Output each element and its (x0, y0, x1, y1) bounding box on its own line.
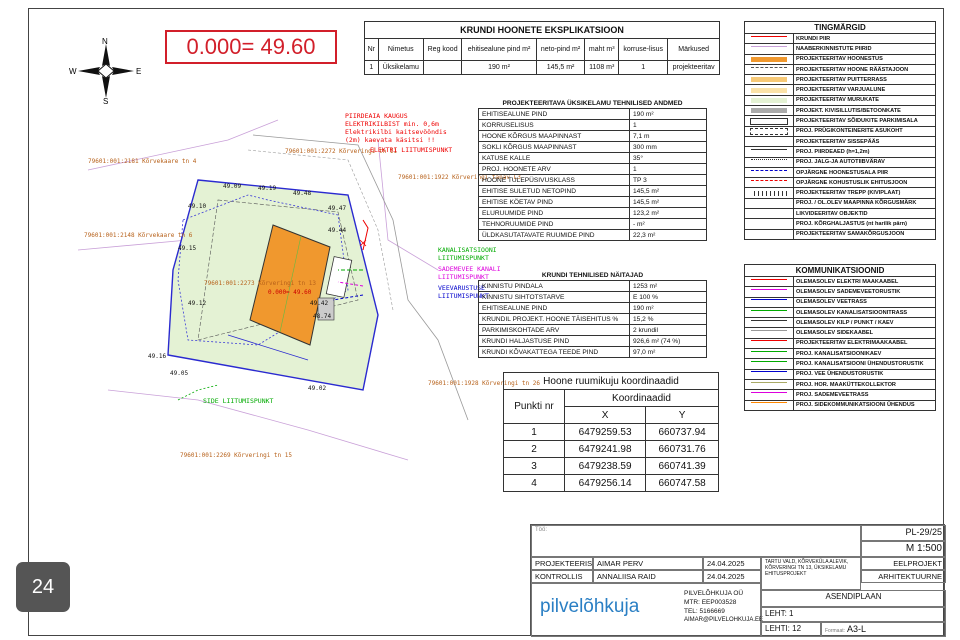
legend-row (745, 126, 936, 136)
legend-symbol (745, 64, 794, 74)
legend-row (745, 229, 936, 239)
plot-value: 15,2 % (630, 314, 707, 325)
coord-cell: 1 (504, 424, 565, 441)
expl-h5: maht m³ (585, 39, 619, 61)
legend-label: PROJEKTEERITAV SAMAKÕRGUSJOON (794, 229, 936, 239)
legend-row (745, 209, 936, 219)
legend-label: OLEMASOLEV SIDEKAABEL (794, 328, 936, 338)
legend-label: OLEMASOLEV KANALISATSIOONITRASS (794, 307, 936, 317)
legend-symbol (745, 147, 794, 157)
tech-label: EHITISEALUNE PIND (479, 109, 630, 120)
legend-label: PROJEKTEERITAV MURUKATE (794, 95, 936, 105)
project-number: PL-29/25 (861, 525, 946, 541)
coord-cell: 6479259.53 (565, 424, 646, 441)
legend-row (745, 297, 936, 307)
sheet-label: LEHT: (765, 609, 787, 618)
plot-value: 1253 m² (630, 281, 707, 292)
plot-row (479, 314, 707, 325)
drawing-title: ASENDIPLAAN (761, 590, 946, 607)
expl-c2 (423, 61, 461, 75)
company-block (531, 583, 764, 637)
tech-row (479, 175, 707, 186)
compass-n: N (102, 37, 108, 46)
cable-note: Elektrikilbi kaitsevööndis (2m) kaevata käsitsi !! (345, 128, 447, 144)
legend-label: PROJEKTEERITAV HOONE RÄÄSTAJOON (794, 64, 936, 74)
legend-row (745, 287, 936, 297)
tech-row (479, 230, 707, 241)
role-designed: PROJEKTEERIS (531, 557, 593, 570)
legend-symbol (745, 44, 794, 54)
plot-label: KINNISTU PINDALA (479, 281, 630, 292)
sheets-label: LEHTI: (765, 624, 790, 633)
format-value: A3-L (847, 624, 867, 634)
fence-note: PIIRDEAIA KAUGUS ELEKTRIKILBIST min. 0,6m (345, 112, 439, 128)
legend-label: NAABERKINNISTUTE PIIRID (794, 44, 936, 54)
tech-value: 35° (630, 153, 707, 164)
legend-symbol (745, 106, 794, 116)
company-email: AIMAR@PILVELOHKUJA.EE (684, 617, 764, 623)
legend-row (745, 75, 936, 85)
compass-w: W (69, 67, 77, 76)
company-phone: TEL: 5166669 (684, 608, 725, 615)
legend-row (745, 188, 936, 198)
elev-3: 49.15 (178, 245, 197, 252)
tech-value: TP 3 (630, 175, 707, 186)
neighbour-3: 79601:001:2272 Kõrveringi tn 11 (285, 148, 397, 155)
plot-row (479, 347, 707, 358)
tech-value: 145,5 m² (630, 186, 707, 197)
sheets-row (761, 622, 821, 637)
legend-table (744, 21, 936, 240)
legend-label: OLEMASOLEV SADEMEVEETORUSTIK (794, 287, 936, 297)
tech-row (479, 142, 707, 153)
legend-label: LIKVIDEERITAV OBJEKTID (794, 209, 936, 219)
scale: M 1:500 (861, 541, 946, 557)
plot-tech-table (478, 270, 707, 358)
tech-row (479, 164, 707, 175)
legend-label: PROJ. PIIRDEAED (h=1,2m) (794, 147, 936, 157)
plot-label: KRUNDI HALJASTUSE PIND (479, 336, 630, 347)
elev-8: 49.12 (188, 300, 207, 307)
elev-11: 49.42 (310, 300, 329, 307)
legend-label: PROJ. HOR. MAAKÜTTEKOLLEKTOR (794, 379, 936, 389)
legend-symbol (745, 34, 794, 44)
tech-row (479, 109, 707, 120)
comm-title: KOMMUNIKATSIOONID (745, 265, 936, 277)
expl-h0: Nr (365, 39, 379, 61)
legend-label: PROJEKTEERITAV PUITTERRASS (794, 75, 936, 85)
plot-row (479, 292, 707, 303)
tech-value: 145,5 m² (630, 197, 707, 208)
plot-label: KRUNDIL PROJEKT. HOONE TÄISEHITUS % (479, 314, 630, 325)
legend-row (745, 318, 936, 328)
legend-symbol (745, 75, 794, 85)
plot-value: 97,0 m² (630, 347, 707, 358)
elev-12: 48.74 (313, 313, 332, 320)
coord-x-header: X (565, 407, 646, 424)
coord-cell: 6479241.98 (565, 441, 646, 458)
legend-symbol (745, 349, 794, 359)
legend-row (745, 338, 936, 348)
expl-c3: 190 m² (462, 61, 536, 75)
expl-h6: korruse-lisus (619, 39, 668, 61)
role-checked: KONTROLLIS (531, 570, 593, 583)
legend-label: PROJEKTEERITAV VARJUALUNE (794, 85, 936, 95)
tech-value: 22,3 m² (630, 230, 707, 241)
compass-e: E (136, 67, 142, 76)
plot-title: KRUNDI TEHNILISED NÄITAJAD (541, 271, 644, 279)
legend-symbol (745, 379, 794, 389)
plot-label: EHITISEALUNE PIND (479, 303, 630, 314)
tech-label: EHITISE SULETUD NETOPIND (479, 186, 630, 197)
neighbour-7: 79601:001:2269 Kõrveringi tn 15 (180, 452, 292, 459)
legend-label: OLEMASOLEV VEETRASS (794, 297, 936, 307)
expl-c5: 1108 m³ (585, 61, 619, 75)
plot-value: 926,6 m² (74 %) (630, 336, 707, 347)
legend-symbol (745, 85, 794, 95)
tech-label: HOONE KÕRGUS MAAPINNAST (479, 131, 630, 142)
legend-symbol (745, 157, 794, 167)
legend-label: OPJÄRGNE KOHUSTUSLIK EHITUSJOON (794, 178, 936, 188)
legend-symbol (745, 198, 794, 208)
tech-value: 1 (630, 164, 707, 175)
tech-label: SOKLI KÕRGUS MAAPINNAST (479, 142, 630, 153)
company-mtr: MTR: EEP003528 (684, 599, 737, 606)
tech-row (479, 197, 707, 208)
tech-row (479, 131, 707, 142)
legend-symbol (745, 400, 794, 410)
expl-h2: Reg kood (423, 39, 461, 61)
expl-c4: 145,5 m² (536, 61, 585, 75)
legend-row (745, 54, 936, 64)
expl-c7: projekteeritav (668, 61, 720, 75)
legend-row (745, 178, 936, 188)
legend-row (745, 198, 936, 208)
tech-label: PROJ. HOONETE ARV (479, 164, 630, 175)
legend-label: KRUNDI PIIR (794, 34, 936, 44)
expl-h7: Märkused (668, 39, 720, 61)
tech-label: KORRUSELISUS (479, 120, 630, 131)
building-tech-table (478, 98, 707, 241)
legend-label: PROJEKTEERITAV SISSEPÄÄS (794, 136, 936, 146)
tech-title: PROJEKTEERITAVA ÜKSIKELAMU TEHNILISED ANDMED (502, 99, 683, 107)
company-name: PILVELÕHKUJA OÜ (684, 590, 744, 597)
legend-symbol (745, 369, 794, 379)
legend-row (745, 116, 936, 126)
power-connection: ELEKTRI LIITUMISPUNKT (370, 146, 453, 154)
neighbour-5: 79601:001:2273 Kõrveringi tn 13 (204, 280, 316, 287)
legend-label: OLEMASOLEV KILP / PUNKT / KAEV (794, 318, 936, 328)
legend-symbol (745, 219, 794, 229)
elev-5: 49.48 (293, 190, 312, 197)
tech-value: 1 (630, 120, 707, 131)
coordinates-table (503, 372, 719, 492)
legend-row (745, 34, 936, 44)
legend-symbol (745, 136, 794, 146)
coord-cell: 660741.39 (646, 458, 719, 475)
legend-symbol (745, 167, 794, 177)
coord-cell: 6479238.59 (565, 458, 646, 475)
legend-label: PROJEKT. KIVISILLUTIS/BETOONKATE (794, 106, 936, 116)
plot-value: 190 m² (630, 303, 707, 314)
object-description: TARTU VALD, KÕRVEKÜLA ALEVIK, KÕRVERINGI TN 13, ÜKSIKELAMU EHITUSPROJEKT (761, 557, 861, 590)
legend-symbol (745, 297, 794, 307)
site-plan (78, 100, 498, 480)
tech-row (479, 219, 707, 230)
legend-label: PROJ. VEE ÜHENDUSTORUSTIK (794, 369, 936, 379)
format-row (821, 622, 946, 637)
tech-label: HOONE TULEPÜSIVUSKLASS (479, 175, 630, 186)
elev-10: 49.05 (170, 370, 189, 377)
elev-2: 49.19 (258, 185, 277, 192)
telecom-connection: SIDE LIITUMISPUNKT (203, 397, 274, 405)
tech-value: 190 m² (630, 109, 707, 120)
legend-symbol (745, 116, 794, 126)
tech-row (479, 120, 707, 131)
tech-value: 123,2 m² (630, 208, 707, 219)
neighbour-6: 79601:001:1928 Kõrveringi tn 26 (428, 380, 540, 387)
legend-symbol (745, 390, 794, 400)
legend-title: TINGMÄRGID (745, 22, 936, 34)
legend-label: PROJEKTEERITAV SÕIDUKITE PARKIMISALA (794, 116, 936, 126)
plot-row (479, 325, 707, 336)
designer-name: AIMAR PERV (593, 557, 703, 570)
tech-label: KATUSE KALLE (479, 153, 630, 164)
sewer-connection: KANALISATSIOONI LIITUMISPUNKT (438, 246, 497, 262)
sheet-row (761, 607, 946, 622)
elev-13: 49.02 (308, 385, 327, 392)
plot-label: KINNISTU SIHTOTSTARVE (479, 292, 630, 303)
tech-value: 7,1 m (630, 131, 707, 142)
legend-row (745, 136, 936, 146)
tech-value: 300 mm (630, 142, 707, 153)
coord-point-header: Punkti nr (504, 390, 565, 424)
tech-row (479, 153, 707, 164)
expl-c0: 1 (365, 61, 379, 75)
plot-row (479, 336, 707, 347)
compass-rose (70, 38, 150, 104)
tech-label: ELURUUMIDE PIND (479, 208, 630, 219)
coord-cell: 3 (504, 458, 565, 475)
legend-label: PROJ. JALG-JA AUTOTIIBVÄRAV (794, 157, 936, 167)
plot-row (479, 303, 707, 314)
legend-row (745, 219, 936, 229)
explication-title: KRUNDI HOONETE EKSPLIKATSIOON (365, 22, 720, 39)
checked-date: 24.04.2025 (703, 570, 761, 583)
legend-row (745, 147, 936, 157)
compass-s: S (103, 97, 109, 106)
plot-value: 2 krundil (630, 325, 707, 336)
tech-label: EHITISE KÖETAV PIND (479, 197, 630, 208)
legend-row (745, 64, 936, 74)
expl-h1: Nimetus (378, 39, 423, 61)
designed-date: 24.04.2025 (703, 557, 761, 570)
communications-legend (744, 264, 936, 411)
legend-symbol (745, 209, 794, 219)
plot-label: KRUNDI KÕVAKATTEGA TEEDE PIND (479, 347, 630, 358)
legend-label: PROJEKTEERITAV ELEKTRIMAAKAABEL (794, 338, 936, 348)
legend-row (745, 157, 936, 167)
legend-symbol (745, 318, 794, 328)
sheet-number: 1 (789, 609, 794, 618)
legend-label: PROJ. KANALISATSIOONI ÜHENDUSTORUSTIK (794, 359, 936, 369)
legend-label: PROJ. SIDEKOMMUNIKATSIOONI ÜHENDUS (794, 400, 936, 410)
height-marker: 0.000= 49.60 (165, 30, 337, 64)
company-logo: pilvelõhkuja (540, 596, 640, 617)
legend-label: PROJ. PRÜGIKONTEINERITE ASUKOHT (794, 126, 936, 136)
legend-label: PROJEKTEERITAV TREPP (KIVIPLAAT) (794, 188, 936, 198)
legend-symbol (745, 359, 794, 369)
title-block (530, 524, 945, 636)
legend-label: PROJEKTEERITAV HOONESTUS (794, 54, 936, 64)
legend-row (745, 44, 936, 54)
legend-symbol (745, 229, 794, 239)
legend-symbol (745, 277, 794, 287)
explication-table (364, 21, 720, 75)
plot-value: E 100 % (630, 292, 707, 303)
legend-row (745, 277, 936, 287)
coord-cell: 4 (504, 475, 565, 492)
legend-row (745, 369, 936, 379)
tech-value: - m² (630, 219, 707, 230)
legend-row (745, 85, 936, 95)
legend-row (745, 328, 936, 338)
coord-cell: 660747.58 (646, 475, 719, 492)
storm-connection: SADEMEVEE KANALI LIITUMISPUNKT (438, 265, 501, 281)
coord-cell: 6479256.14 (565, 475, 646, 492)
format-label: Formaat: (825, 628, 846, 634)
coord-cell: 660731.76 (646, 441, 719, 458)
neighbour-1: 79601:001:2181 Kõrvekaare tn 4 (88, 158, 197, 165)
expl-c6: 1 (619, 61, 668, 75)
plot-height-label: 0.000= 49.60 (268, 289, 312, 296)
legend-row (745, 379, 936, 389)
legend-label: PROJ. KANALISATSIOONIKAEV (794, 349, 936, 359)
legend-symbol (745, 338, 794, 348)
legend-row (745, 349, 936, 359)
legend-symbol (745, 126, 794, 136)
legend-label: PROJ. SADEMEVEETRASS (794, 390, 936, 400)
legend-row (745, 106, 936, 116)
stage: EELPROJEKT (861, 557, 946, 570)
neighbour-4: 79601:001:1922 Kõrveringi tänav L3 (398, 174, 521, 181)
work-label: Töö: (531, 525, 861, 557)
expl-h3: ehitisealune pind m² (462, 39, 536, 61)
legend-symbol (745, 287, 794, 297)
elev-9: 49.16 (148, 353, 167, 360)
elev-4: 49.10 (188, 203, 207, 210)
legend-row (745, 400, 936, 410)
checker-name: ANNALIISA RAID (593, 570, 703, 583)
tech-label: ÜLDKASUTATAVATE RUUMIDE PIND (479, 230, 630, 241)
legend-label: PROJ. KÕRGHALJASTUS (nt harilik pärn) (794, 219, 936, 229)
tech-label: TEHNORUUMIDE PIND (479, 219, 630, 230)
legend-symbol (745, 188, 794, 198)
coord-cell: 660737.94 (646, 424, 719, 441)
legend-symbol (745, 328, 794, 338)
water-connection: VEEVARUSTUSE LIITUMISPUNKT (438, 284, 489, 300)
elev-6: 49.47 (328, 205, 347, 212)
tech-row (479, 208, 707, 219)
coord-title: Hoone ruumikuju koordinaadid (504, 373, 719, 390)
coord-header: Koordinaadid (565, 390, 719, 407)
legend-symbol (745, 54, 794, 64)
elev-7: 49.44 (328, 227, 347, 234)
expl-c1: Üksikelamu (378, 61, 423, 75)
legend-row (745, 307, 936, 317)
expl-h4: neto-pind m² (536, 39, 585, 61)
elev-1: 49.09 (223, 183, 242, 190)
sheets-count: 12 (792, 624, 802, 633)
part: ARHITEKTUURNE (861, 570, 946, 583)
page-number-badge: 24 (16, 562, 70, 612)
plot-label: PARKIMISKOHTADE ARV (479, 325, 630, 336)
legend-label: OPJÄRGNE HOONESTUSALA PIIR (794, 167, 936, 177)
legend-label: OLEMASOLEV ELEKTRI MAAKAABEL (794, 277, 936, 287)
coord-y-header: Y (646, 407, 719, 424)
legend-label: PROJ. / OL.OLEV MAAPINNA KÕRGUSMÄRK (794, 198, 936, 208)
legend-symbol (745, 178, 794, 188)
plot-row (479, 281, 707, 292)
legend-symbol (745, 95, 794, 105)
legend-row (745, 95, 936, 105)
legend-symbol (745, 307, 794, 317)
tech-row (479, 186, 707, 197)
legend-row (745, 167, 936, 177)
neighbour-2: 79601:001:2148 Kõrvekaare tn 6 (84, 232, 193, 239)
coord-cell: 2 (504, 441, 565, 458)
legend-row (745, 390, 936, 400)
legend-row (745, 359, 936, 369)
